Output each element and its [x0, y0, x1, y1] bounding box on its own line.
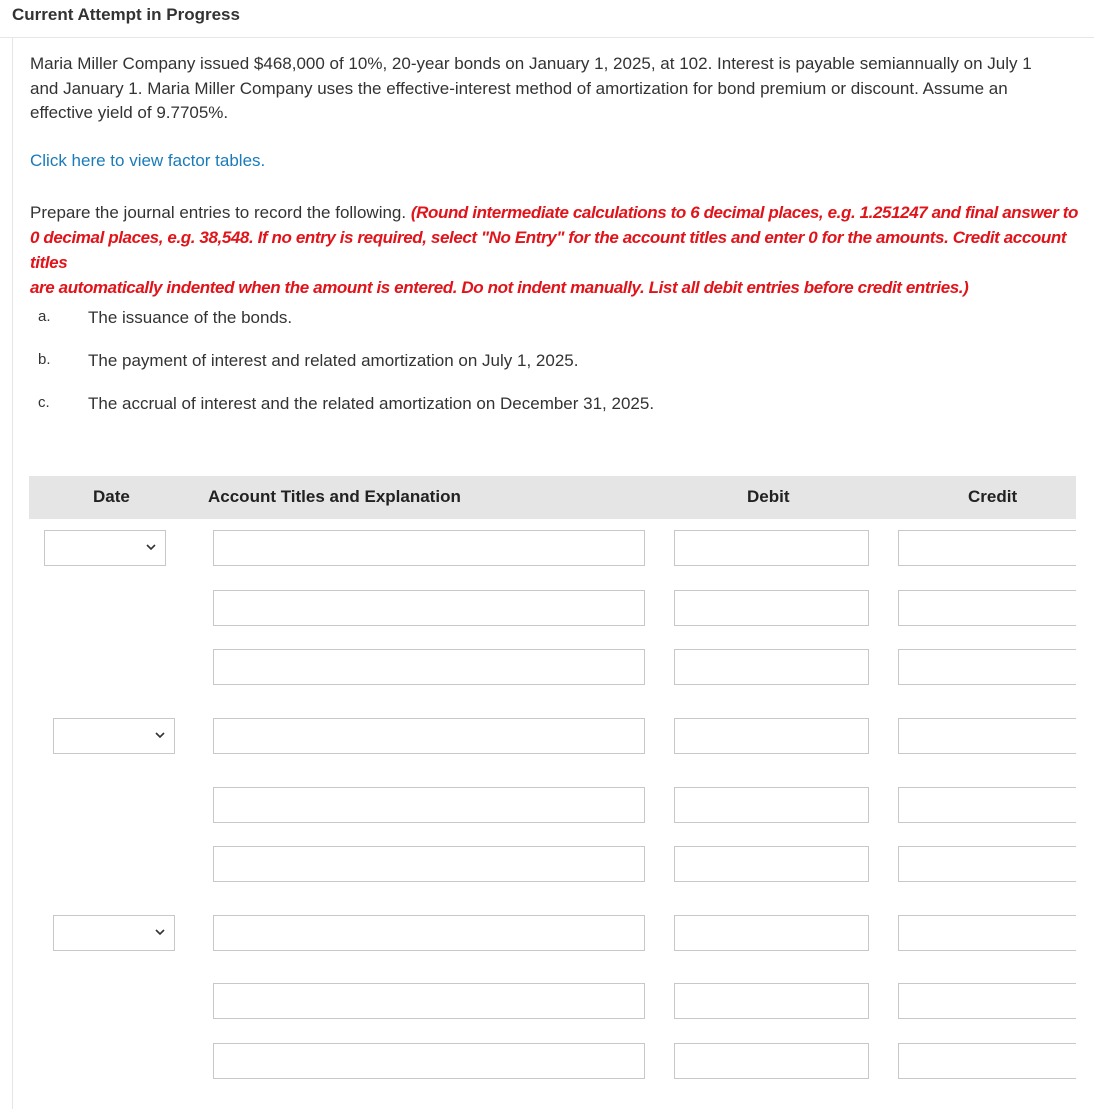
factor-tables-link[interactable]: Click here to view factor tables. [30, 151, 266, 170]
debit-input[interactable] [674, 846, 869, 882]
debit-input[interactable] [674, 649, 869, 685]
instructions-lead: Prepare the journal entries to record the following. [30, 203, 407, 222]
credit-input[interactable] [898, 1043, 1076, 1079]
credit-input[interactable] [898, 983, 1076, 1019]
debit-column-header: Debit [747, 487, 790, 506]
date-select[interactable] [53, 915, 175, 951]
instructions-note-line: are automatically indented when the amount is entered. Do not indent manually. List all debit entries before credit entries.) [30, 278, 969, 297]
date-column-header: Date [93, 487, 130, 506]
requirement-text: The accrual of interest and the related amortization on December 31, 2025. [88, 394, 655, 413]
problem-statement [30, 52, 1075, 126]
requirement-text: The issuance of the bonds. [88, 308, 293, 327]
chevron-down-icon [145, 541, 157, 553]
date-select[interactable] [44, 530, 166, 566]
frame-border [12, 38, 13, 1109]
credit-input[interactable] [898, 915, 1076, 951]
debit-input[interactable] [674, 530, 869, 566]
account-title-input[interactable] [213, 787, 645, 823]
debit-input[interactable] [674, 1043, 869, 1079]
debit-input[interactable] [674, 983, 869, 1019]
problem-line: effective yield of 9.7705%. [30, 103, 229, 122]
credit-input[interactable] [898, 590, 1076, 626]
debit-input[interactable] [674, 718, 869, 754]
credit-input[interactable] [898, 649, 1076, 685]
date-select[interactable] [53, 718, 175, 754]
account-title-input[interactable] [213, 915, 645, 951]
account-title-input[interactable] [213, 718, 645, 754]
credit-column-header: Credit [968, 487, 1018, 506]
journal-table-header [29, 476, 1076, 519]
attempt-title: Current Attempt in Progress [12, 5, 240, 24]
account-title-input[interactable] [213, 983, 645, 1019]
account-title-input[interactable] [213, 1043, 645, 1079]
chevron-down-icon [154, 729, 166, 741]
debit-input[interactable] [674, 915, 869, 951]
credit-input[interactable] [898, 787, 1076, 823]
attempt-header [0, 0, 1094, 38]
problem-line: and January 1. Maria Miller Company uses the effective-interest method of amortization for bond premium or discount. Assume an [30, 78, 1008, 98]
credit-input[interactable] [898, 718, 1076, 754]
requirement-text: The payment of interest and related amortization on July 1, 2025. [88, 351, 579, 370]
debit-input[interactable] [674, 787, 869, 823]
requirement-letter: a. [38, 308, 51, 325]
credit-input[interactable] [898, 530, 1076, 566]
instructions [30, 200, 1080, 300]
debit-input[interactable] [674, 590, 869, 626]
account-title-input[interactable] [213, 649, 645, 685]
account-title-input[interactable] [213, 846, 645, 882]
account-title-input[interactable] [213, 590, 645, 626]
account-title-input[interactable] [213, 530, 645, 566]
instructions-note-line: (Round intermediate calculations to 6 decimal places, e.g. 1.251247 and final answer to [410, 203, 1078, 222]
chevron-down-icon [154, 926, 166, 938]
instructions-note-line: 0 decimal places, e.g. 38,548. If no entry is required, select "No Entry" for the account titles and enter 0 for the amounts. Credit account titles [30, 228, 1067, 272]
requirement-letter: c. [38, 394, 50, 411]
problem-line: Maria Miller Company issued $468,000 of 10%, 20-year bonds on January 1, 2025, at 102. Interest is payable semiannually on July 1 [30, 54, 1032, 73]
credit-input[interactable] [898, 846, 1076, 882]
requirement-letter: b. [38, 351, 51, 368]
account-column-header: Account Titles and Explanation [208, 487, 461, 506]
